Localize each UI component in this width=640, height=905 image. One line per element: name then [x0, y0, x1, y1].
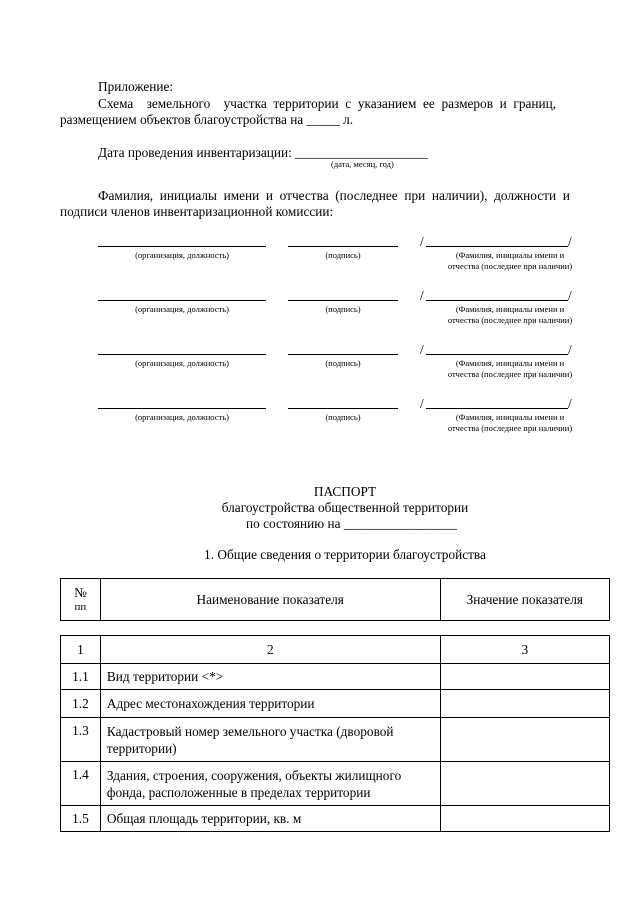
org-hint: (организация, должность) — [135, 304, 229, 314]
passport-title: ПАСПОРТ — [313, 484, 377, 499]
row-name: Кадастровый номер земельного участка (дворовой территории) — [100, 718, 440, 762]
table-row — [61, 762, 610, 806]
name-hint-2: отчества (последнее при наличии) — [447, 315, 573, 325]
row-number: 1.3 — [61, 718, 101, 762]
name-line-close: / — [568, 342, 572, 357]
inventory-date-hint: (дата, месяц, год) — [331, 159, 394, 169]
header-num-line-1: № — [74, 584, 87, 600]
row-name: Здания, строения, сооружения, объекты жилищного фонда, расположенные в пределах территории — [100, 762, 440, 806]
passport-state: по состоянию на _________________ — [246, 516, 457, 531]
table-header — [60, 578, 610, 621]
commission-line-2: подписи членов инвентаризационной комиссии: — [60, 204, 334, 219]
table-row — [61, 664, 610, 690]
org-hint: (организация, должность) — [135, 412, 229, 422]
name-line-open: / — [420, 288, 424, 303]
name-hint-2: отчества (последнее при наличии) — [447, 261, 573, 271]
general-info-table — [60, 635, 610, 832]
table-row — [61, 806, 610, 832]
commission-line-1: Фамилия, инициалы имени и отчества (последнее при наличии), должности и — [98, 188, 570, 203]
index-cell: 2 — [100, 636, 440, 664]
name-line[interactable] — [426, 246, 568, 247]
index-cell: 3 — [440, 636, 609, 664]
name-hint-1: (Фамилия, инициалы имени и — [455, 250, 565, 260]
name-line[interactable] — [426, 354, 568, 355]
header-num — [61, 579, 101, 621]
index-cell: 1 — [61, 636, 101, 664]
scheme-line-1: Схема земельного участка территории с указанием ее размеров и границ, — [98, 96, 557, 111]
appendix-label: Приложение: — [98, 79, 174, 94]
org-hint: (организация, должность) — [135, 250, 229, 260]
name-hint-1: (Фамилия, инициалы имени и — [455, 412, 565, 422]
row-number: 1.4 — [61, 762, 101, 806]
org-line[interactable] — [98, 246, 266, 247]
sign-line[interactable] — [288, 246, 398, 247]
name-hint-2: отчества (последнее при наличии) — [447, 369, 573, 379]
row-name: Вид территории <*> — [100, 664, 440, 690]
header-value: Значение показателя — [440, 579, 609, 621]
sign-line[interactable] — [288, 300, 398, 301]
name-line-open: / — [420, 234, 424, 249]
sign-hint: (подпись) — [325, 250, 361, 260]
sign-hint: (подпись) — [325, 304, 361, 314]
row-value[interactable] — [440, 806, 609, 832]
name-hint-2: отчества (последнее при наличии) — [447, 423, 573, 433]
name-hint-1: (Фамилия, инициалы имени и — [455, 304, 565, 314]
name-line-open: / — [420, 342, 424, 357]
row-value[interactable] — [440, 664, 609, 690]
org-line[interactable] — [98, 408, 266, 409]
table-row — [61, 718, 610, 762]
sign-hint: (подпись) — [325, 412, 361, 422]
row-value[interactable] — [440, 762, 609, 806]
name-line-close: / — [568, 234, 572, 249]
org-hint: (организация, должность) — [135, 358, 229, 368]
row-number: 1.2 — [61, 690, 101, 718]
row-name: Общая площадь территории, кв. м — [100, 806, 440, 832]
row-name: Адрес местонахождения территории — [100, 690, 440, 718]
name-hint-1: (Фамилия, инициалы имени и — [455, 358, 565, 368]
passport-subtitle: благоустройства общественной территории — [221, 500, 469, 515]
inventory-date-label: Дата проведения инвентаризации: ____________________ — [98, 145, 429, 160]
header-name: Наименование показателя — [100, 579, 440, 621]
sign-line[interactable] — [288, 408, 398, 409]
header-num-line-2: пп — [74, 600, 87, 613]
name-line[interactable] — [426, 300, 568, 301]
row-number: 1.1 — [61, 664, 101, 690]
org-line[interactable] — [98, 354, 266, 355]
table-row — [61, 690, 610, 718]
row-number: 1.5 — [61, 806, 101, 832]
row-value[interactable] — [440, 718, 609, 762]
section-title: 1. Общие сведения о территории благоустройства — [204, 547, 486, 562]
name-line-open: / — [420, 396, 424, 411]
table-index-row — [61, 636, 610, 664]
name-line[interactable] — [426, 408, 568, 409]
org-line[interactable] — [98, 300, 266, 301]
row-value[interactable] — [440, 690, 609, 718]
sign-hint: (подпись) — [325, 358, 361, 368]
scheme-line-2: размещением объектов благоустройства на _____ л. — [60, 112, 354, 127]
name-line-close: / — [568, 396, 572, 411]
name-line-close: / — [568, 288, 572, 303]
sign-line[interactable] — [288, 354, 398, 355]
